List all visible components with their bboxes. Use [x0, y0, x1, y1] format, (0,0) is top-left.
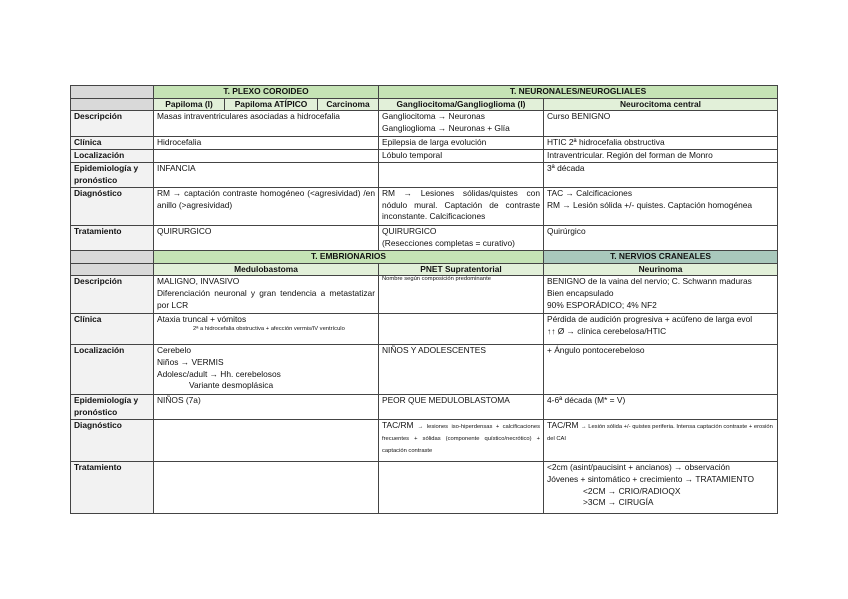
row-label-diagnostico: Diagnóstico — [71, 420, 154, 462]
row-label-localizacion: Localización — [71, 150, 154, 163]
row-label-epidemiologia: Epidemiología y pronóstico — [71, 395, 154, 420]
medulo-clinica — [154, 314, 379, 345]
neuro-descripcion: Curso BENIGNO — [544, 111, 778, 137]
neurinoma-localizacion: + Ángulo pontocerebeloso — [544, 345, 778, 395]
neurinoma-clinica-line: Pérdida de audición progresiva + acúfeno de larga evol — [547, 314, 753, 325]
carcinoma-header: Carcinoma — [318, 98, 379, 111]
row-label-descripcion: Descripción — [71, 111, 154, 137]
medulo-localizacion — [154, 345, 379, 395]
ganglio-epidemiologia — [379, 163, 544, 188]
row-label-tratamiento: Tratamiento — [71, 226, 154, 251]
pnet-descripcion: Nombre según composición predominante — [379, 276, 544, 314]
pnet-tratamiento — [379, 462, 544, 514]
tumor-table — [70, 85, 778, 514]
neuro-epidemiologia: 3ª década — [544, 163, 778, 188]
plexo-epidemiologia: INFANCIA — [154, 163, 379, 188]
neurinoma-epidemiologia: 4-6ª década (M* = V) — [544, 395, 778, 420]
pnet-header: PNET Supratentorial — [379, 263, 544, 276]
plexo-coroideo-header: T. PLEXO COROIDEO — [154, 86, 379, 99]
medulo-descripcion-line: MALIGNO, INVASIVO — [157, 276, 240, 287]
row-label-clinica: Clínica — [71, 137, 154, 150]
neurinoma-header: Neurinoma — [544, 263, 778, 276]
pnet-clinica — [379, 314, 544, 345]
gangliocitoma-header: Gangliocitoma/Ganglioglioma (I) — [379, 98, 544, 111]
neurinoma-clinica-line: ↑↑ Ø → clínica cerebelosa/HTIC — [547, 325, 667, 336]
neurocitoma-header: Neurocitoma central — [544, 98, 778, 111]
papiloma-header: Papiloma (I) — [154, 98, 225, 111]
pnet-diagnostico — [379, 420, 544, 462]
nervios-craneales-header: T. NERVIOS CRANEALES — [544, 251, 778, 264]
pnet-diagnostico-head: TAC/RM — [382, 420, 414, 431]
ganglio-descripcion-line: Gangliocitoma → Neuronas — [382, 111, 485, 122]
medulo-diagnostico — [154, 420, 379, 462]
neuro-diagnostico — [544, 188, 778, 226]
pnet-epidemiologia: PEOR QUE MEDULOBLASTOMA — [379, 395, 544, 420]
medulo-descripcion — [154, 276, 379, 314]
medulo-localizacion-line: Cerebelo — [157, 345, 191, 356]
neurinoma-tratamiento-line: <2CM → CRIO/RADIOQX — [583, 485, 681, 496]
medulo-clinica-note: 2ª a hidrocefalia obstructiva + afección vermis/IV ventrículo — [193, 325, 345, 332]
medulo-localizacion-line: Adolesc/adult → Hh. cerebelosos — [157, 368, 281, 379]
row-label-diagnostico: Diagnóstico — [71, 188, 154, 226]
medulo-clinica-line: Ataxia truncal + vómitos — [157, 314, 247, 325]
plexo-descripcion: Masas intraventriculares asociadas a hidrocefalia — [154, 111, 379, 137]
meduloblastoma-header: Medulobastoma — [154, 263, 379, 276]
neuronales-header: T. NEURONALES/NEUROGLIALES — [379, 86, 778, 99]
embrionarios-header: T. EMBRIONARIOS — [154, 251, 544, 264]
neurinoma-diagnostico — [544, 420, 778, 462]
neurinoma-descripcion-line: BENIGNO de la vaina del nervio; C. Schwann maduras — [547, 276, 752, 287]
corner-cell — [71, 98, 154, 111]
corner-cell — [71, 86, 154, 99]
ganglio-descripcion-line: Ganglioglioma → Neuronas + Glía — [382, 122, 510, 133]
medulo-epidemiologia: NIÑOS (7a) — [154, 395, 379, 420]
row-label-epidemiologia: Epidemiología y pronóstico — [71, 163, 154, 188]
row-label-clinica: Clínica — [71, 314, 154, 345]
ganglio-tratamiento-line: (Resecciones completas = curativo) — [382, 237, 515, 248]
neurinoma-tratamiento-line: <2cm (asint/paucisint + ancianos) → observación — [547, 462, 730, 473]
medulo-descripcion-line: Diferenciación neuronal y gran tendencia a metastatizar por LCR — [157, 287, 375, 310]
neurinoma-diagnostico-head: TAC/RM — [547, 420, 579, 431]
neurinoma-clinica — [544, 314, 778, 345]
plexo-tratamiento: QUIRURGICO — [154, 226, 379, 251]
row-label-tratamiento: Tratamiento — [71, 462, 154, 514]
plexo-clinica: Hidrocefalia — [154, 137, 379, 150]
neuro-diagnostico-line: TAC → Calcificaciones — [547, 188, 633, 199]
ganglio-tratamiento — [379, 226, 544, 251]
neurinoma-diagnostico-body: → Lesión sólida +/- quistes periferia. Intensa captación contraste + erosión del CAI — [547, 424, 773, 443]
medulo-localizacion-line: Niños → VERMIS — [157, 356, 224, 367]
neurinoma-descripcion-line: Bien encapsulado — [547, 287, 614, 298]
neurinoma-tratamiento-line: >3CM → CIRUGÍA — [583, 497, 654, 508]
neurinoma-descripcion — [544, 276, 778, 314]
neuro-localizacion: Intraventricular. Región del forman de Monro — [544, 150, 778, 163]
neurinoma-descripcion-line: 90% ESPORÁDICO; 4% NF2 — [547, 299, 657, 310]
neurinoma-tratamiento-line: Jóvenes + sintomático + crecimiento → TRATAMIENTO — [547, 473, 754, 484]
papiloma-atipico-header: Papiloma ATÍPICO — [225, 98, 318, 111]
medulo-tratamiento — [154, 462, 379, 514]
neuro-tratamiento: Quirúrgico — [544, 226, 778, 251]
neuro-clinica: HTIC 2ª hidrocefalia obstructiva — [544, 137, 778, 150]
ganglio-diagnostico: RM → Lesiones sólidas/quistes con nódulo mural. Captación de contraste inconstante. Calcificaciones — [379, 188, 544, 226]
medulo-localizacion-line: Variante desmoplásica — [189, 380, 274, 391]
neurinoma-tratamiento — [544, 462, 778, 514]
ganglio-clinica: Epilepsia de larga evolución — [379, 137, 544, 150]
corner-cell — [71, 263, 154, 276]
neuro-diagnostico-line: RM → Lesión sólida +/- quistes. Captación homogénea — [547, 199, 753, 210]
corner-cell — [71, 251, 154, 264]
plexo-localizacion — [154, 150, 379, 163]
pnet-diagnostico-body: → lesiones iso-hiperdensas + calcificaciones frecuentes + sólidas (componente quístico/necrótico) + captación contraste — [382, 424, 540, 454]
ganglio-localizacion: Lóbulo temporal — [379, 150, 544, 163]
plexo-diagnostico: RM → captación contraste homogéneo (<agresividad) /en anillo (>agresividad) — [154, 188, 379, 226]
pnet-localizacion: NIÑOS Y ADOLESCENTES — [379, 345, 544, 395]
ganglio-descripcion — [379, 111, 544, 137]
row-label-descripcion: Descripción — [71, 276, 154, 314]
ganglio-tratamiento-line: QUIRURGICO — [382, 226, 437, 237]
row-label-localizacion: Localización — [71, 345, 154, 395]
